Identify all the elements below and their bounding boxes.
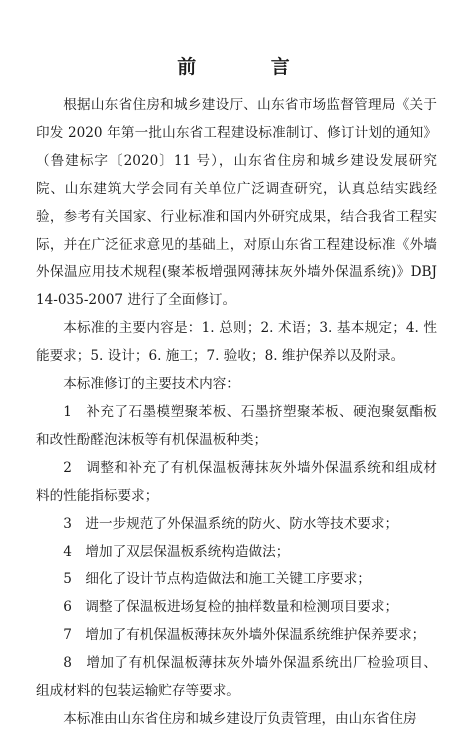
revision-item-6: 6 调整了保温板进场复检的抽样数量和检测项目要求；	[63, 599, 399, 616]
paragraph-main-contents: 本标准的主要内容是：1. 总则；2. 术语；3. 基本规定；4. 性能要求；5. 设计；6. 施工；7. 验收；8. 维护保养以及附录。	[36, 320, 437, 365]
revision-item-3: 3 进一步规范了外保温系统的防火、防水等技术要求；	[63, 515, 399, 532]
revision-item-5: 5 细化了设计节点构造做法和施工关键工序要求；	[63, 571, 371, 588]
paragraph-management: 本标准由山东省住房和城乡建设厅负责管理，由山东省住房	[63, 710, 417, 727]
page-title: 前 言	[177, 56, 324, 78]
paragraph-basis: 根据山东省住房和城乡建设厅、山东省市场监督管理局《关于印发 2020 年第一批山东省工程建设标准制订、修订计划的通知》（鲁建标字〔2020〕11 号），山东省住房和城乡建设发展研究院、山东建筑大学会同有关单位广泛调查研究，认真总结实践经验，参考有关国家、行业标准和国内外研究成果，结合我省工程实际，并在广泛征求意见的基础上，对原山东省工程建设标准《外墙外保温应用技术规程(聚苯板增强网薄抹灰外墙外保温系统)》DBJ 14-035-2007 进行了全面修订。	[36, 97, 437, 309]
revision-item-2: 2 调整和补充了有机保温板薄抹灰外墙外保温系统和组成材料的性能指标要求；	[36, 459, 437, 504]
revision-item-8: 8 增加了有机保温板薄抹灰外墙外保温系统出厂检验项目、组成材料的包装运输贮存等要求。	[36, 655, 437, 700]
document-body	[36, 92, 437, 734]
revision-item-1: 1 补充了石墨模塑聚苯板、石墨挤塑聚苯板、硬泡聚氨酯板和改性酚醛泡沫板等有机保温板种类；	[36, 403, 437, 448]
revision-item-7: 7 增加了有机保温板薄抹灰外墙外保温系统维护保养要求；	[63, 627, 426, 644]
paragraph-revision-intro: 本标准修订的主要技术内容：	[63, 376, 240, 393]
revision-item-4: 4 增加了双层保温板系统构造做法；	[63, 543, 290, 560]
